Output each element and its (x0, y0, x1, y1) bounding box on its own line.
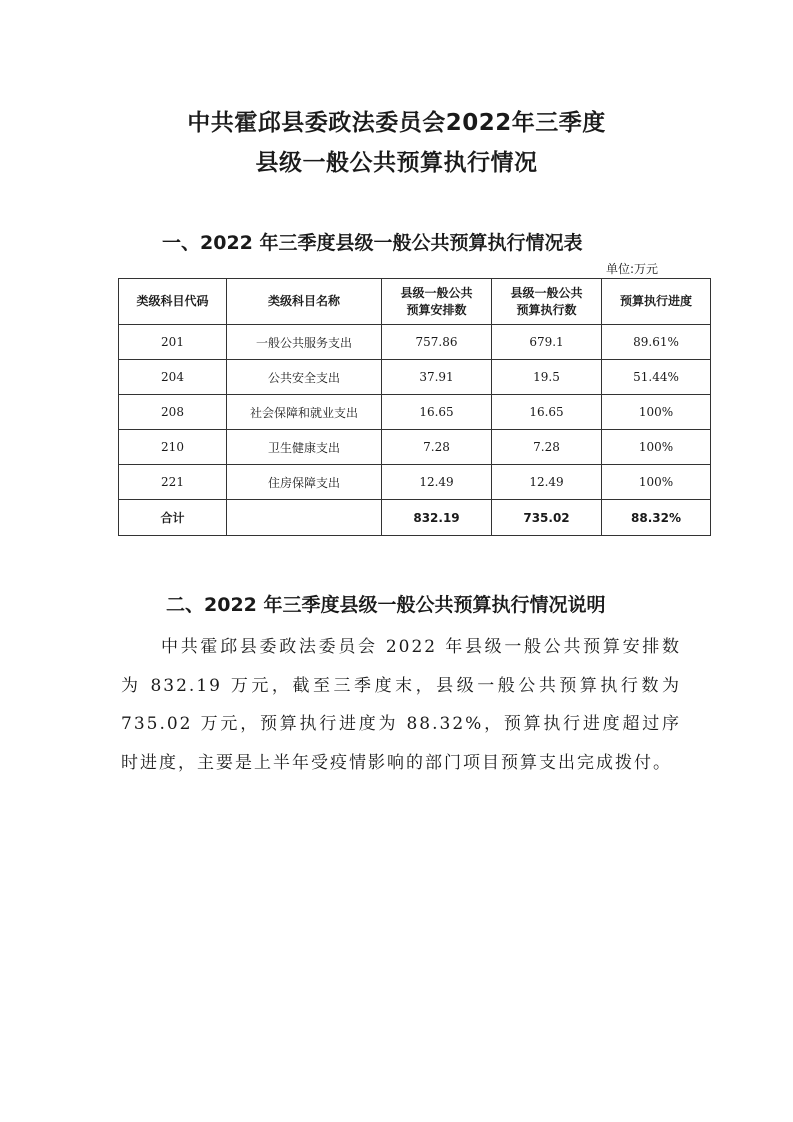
cell-progress: 100% (602, 395, 711, 430)
table-row (119, 465, 711, 500)
header-budget: 县级一般公共预算安排数 (382, 279, 492, 325)
cell-executed: 19.5 (492, 360, 602, 395)
page-title-line-1: 中共霍邱县委政法委员会2022年三季度 (187, 110, 606, 136)
header-code: 类级科目代码 (119, 279, 227, 325)
cell-code: 201 (119, 325, 227, 360)
table-row (119, 430, 711, 465)
table-row (119, 360, 711, 395)
cell-executed: 16.65 (492, 395, 602, 430)
header-progress: 预算执行进度 (602, 279, 711, 325)
cell-code: 208 (119, 395, 227, 430)
cell-code: 204 (119, 360, 227, 395)
table-row (119, 325, 711, 360)
cell-code: 221 (119, 465, 227, 500)
cell-executed: 679.1 (492, 325, 602, 360)
table-header-row (119, 279, 711, 325)
cell-budget: 7.28 (382, 430, 492, 465)
cell-budget: 16.65 (382, 395, 492, 430)
cell-budget: 37.91 (382, 360, 492, 395)
explanation-paragraph: 中共霍邱县委政法委员会 2022 年县级一般公共预算安排数为 832.19 万元，截至三季度末，县级一般公共预算执行数为 735.02 万元，预算执行进度为 88.32%，预算执行进度超过序时进度，主要是上半年受疫情影响的部门项目预算支出完成拨付。 (121, 637, 681, 773)
budget-execution-table (118, 278, 711, 536)
cell-progress: 100% (602, 465, 711, 500)
header-name: 类级科目名称 (227, 279, 382, 325)
cell-budget: 12.49 (382, 465, 492, 500)
header-executed: 县级一般公共预算执行数 (492, 279, 602, 325)
page-title-line-2: 县级一般公共预算执行情况 (255, 150, 538, 176)
total-budget: 832.19 (382, 500, 492, 536)
total-progress: 88.32% (602, 500, 711, 536)
cell-name: 社会保障和就业支出 (227, 395, 382, 430)
cell-progress: 89.61% (602, 325, 711, 360)
cell-name: 公共安全支出 (227, 360, 382, 395)
cell-progress: 100% (602, 430, 711, 465)
table-row (119, 395, 711, 430)
cell-executed: 12.49 (492, 465, 602, 500)
total-label: 合计 (119, 500, 227, 536)
cell-name: 住房保障支出 (227, 465, 382, 500)
section-1-heading: 一、2022 年三季度县级一般公共预算执行情况表 (162, 232, 583, 254)
cell-executed: 7.28 (492, 430, 602, 465)
cell-name: 一般公共服务支出 (227, 325, 382, 360)
total-name (227, 500, 382, 536)
unit-label: 单位:万元 (606, 262, 659, 276)
table-total-row (119, 500, 711, 536)
total-executed: 735.02 (492, 500, 602, 536)
cell-code: 210 (119, 430, 227, 465)
section-2-heading: 二、2022 年三季度县级一般公共预算执行情况说明 (166, 594, 606, 616)
cell-progress: 51.44% (602, 360, 711, 395)
cell-budget: 757.86 (382, 325, 492, 360)
cell-name: 卫生健康支出 (227, 430, 382, 465)
